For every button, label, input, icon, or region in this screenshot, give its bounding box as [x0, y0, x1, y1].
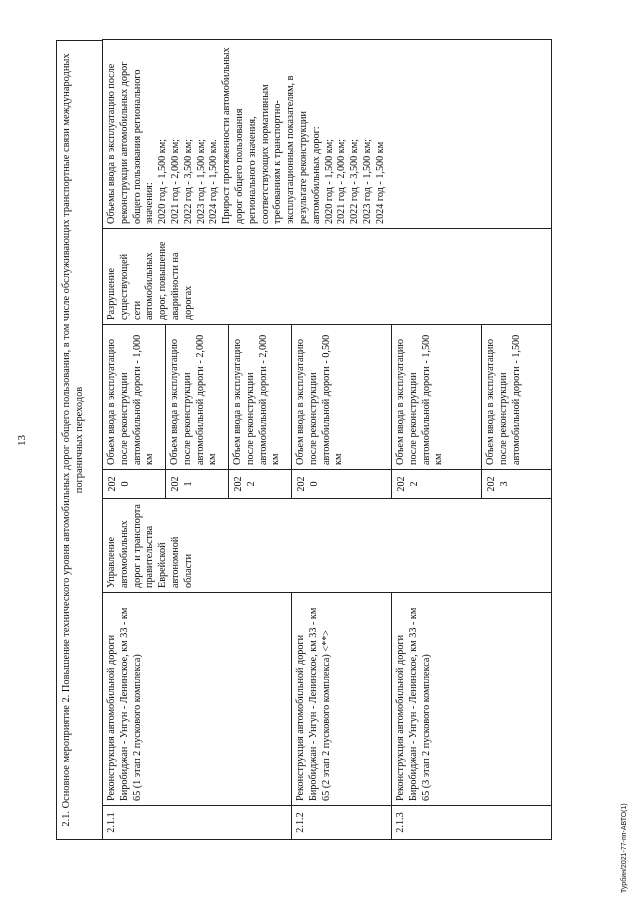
indicator-line: 2022 год - 3,500 км;	[349, 138, 361, 224]
row-number: 2.1.3	[392, 806, 552, 840]
indicators-cell	[103, 40, 552, 229]
document-table-frame	[56, 40, 568, 840]
indicator-line: 2022 год - 3,500 км;	[182, 138, 194, 224]
year-cell: 2020	[103, 470, 166, 499]
measure-name: Реконструкция автомобильной дороги Биробиджан - Унгун - Ленинское, км 33 - км 65 (2 этап 2 пускового комплекса) <**>	[292, 593, 392, 806]
result-cell: Объем ввода в эксплуатацию после реконструкции автомобильной дороги - 2,000 км	[229, 325, 292, 470]
row-number: 2.1.1	[103, 806, 292, 840]
indicator-line: 2024 год - 1,500 км	[374, 141, 386, 224]
indicator-line: 2020 год - 1,500 км;	[157, 138, 169, 224]
result-cell: Объем ввода в эксплуатацию после реконструкции автомобильной дороги - 0,500 км	[292, 325, 392, 470]
indicator-line: 2023 год - 1,500 км;	[195, 138, 207, 224]
indicator-line: Прирост протяженности автомобильных дорог общего пользования регионального значения, соответствующих нормативным требованиям к транспортно-эксплуатационным показателям, в результате реконструкции автомобильных дорог:	[221, 47, 322, 224]
result-cell: Объем ввода в эксплуатацию после реконструкции автомобильной дороги - 2,000 км	[166, 325, 229, 470]
measure-name: Реконструкция автомобильной дороги Биробиджан - Унгун - Ленинское, км 33 - км 65 (1 этап 2 пускового комплекса)	[103, 593, 292, 806]
year-cell: 2022	[229, 470, 292, 499]
indicator-line: 2024 год - 1,500 км.	[208, 139, 220, 224]
measures-table	[102, 39, 552, 840]
result-cell: Объем ввода в эксплуатацию после реконструкции автомобильной дороги - 1,500 км	[392, 325, 482, 470]
page-number: 13	[16, 435, 28, 446]
year-cell: 2021	[166, 470, 229, 499]
document-code: Турбин/2021-77-пп-АВТО(1)	[621, 803, 628, 893]
section-title: 2.1. Основное мероприятие 2. Повышение технического уровня автомобильных дорог общего пользования, в том числе обслуживающих транспортные связи международных пограничных переходов	[56, 40, 102, 840]
year-cell: 2020	[292, 470, 392, 499]
result-cell: Объем ввода в эксплуатацию после реконструкции автомобильной дороги - 1,500	[482, 325, 552, 470]
indicator-line: 2023 год - 1,500 км;	[361, 138, 373, 224]
indicator-line: 2021 год - 2,000 км;	[336, 138, 348, 224]
indicator-line: 2021 год - 2,000 км;	[169, 138, 181, 224]
year-cell: 2023	[482, 470, 552, 499]
result-cell: Объем ввода в эксплуатацию после реконструкции автомобильной дороги - 1,000 км	[103, 325, 166, 470]
measure-name: Реконструкция автомобильной дороги Биробиджан - Унгун - Ленинское, км 33 - км 65 (3 этап 2 пускового комплекса)	[392, 593, 552, 806]
risk-cell: Разрушение существующей сети автомобильных дорог, повышение аварийности на дорогах	[103, 229, 552, 325]
row-number: 2.1.2	[292, 806, 392, 840]
table-row	[103, 40, 166, 840]
executor: Управление автомобильных дорог и транспорта правительства Еврейской автономной области	[103, 499, 552, 593]
indicator-line: 2020 год - 1,500 км;	[323, 138, 335, 224]
year-cell: 2022	[392, 470, 482, 499]
indicator-line: Объемы ввода в эксплуатацию после реконструкции автомобильных дорог общего пользования регионального значения:	[106, 61, 156, 224]
